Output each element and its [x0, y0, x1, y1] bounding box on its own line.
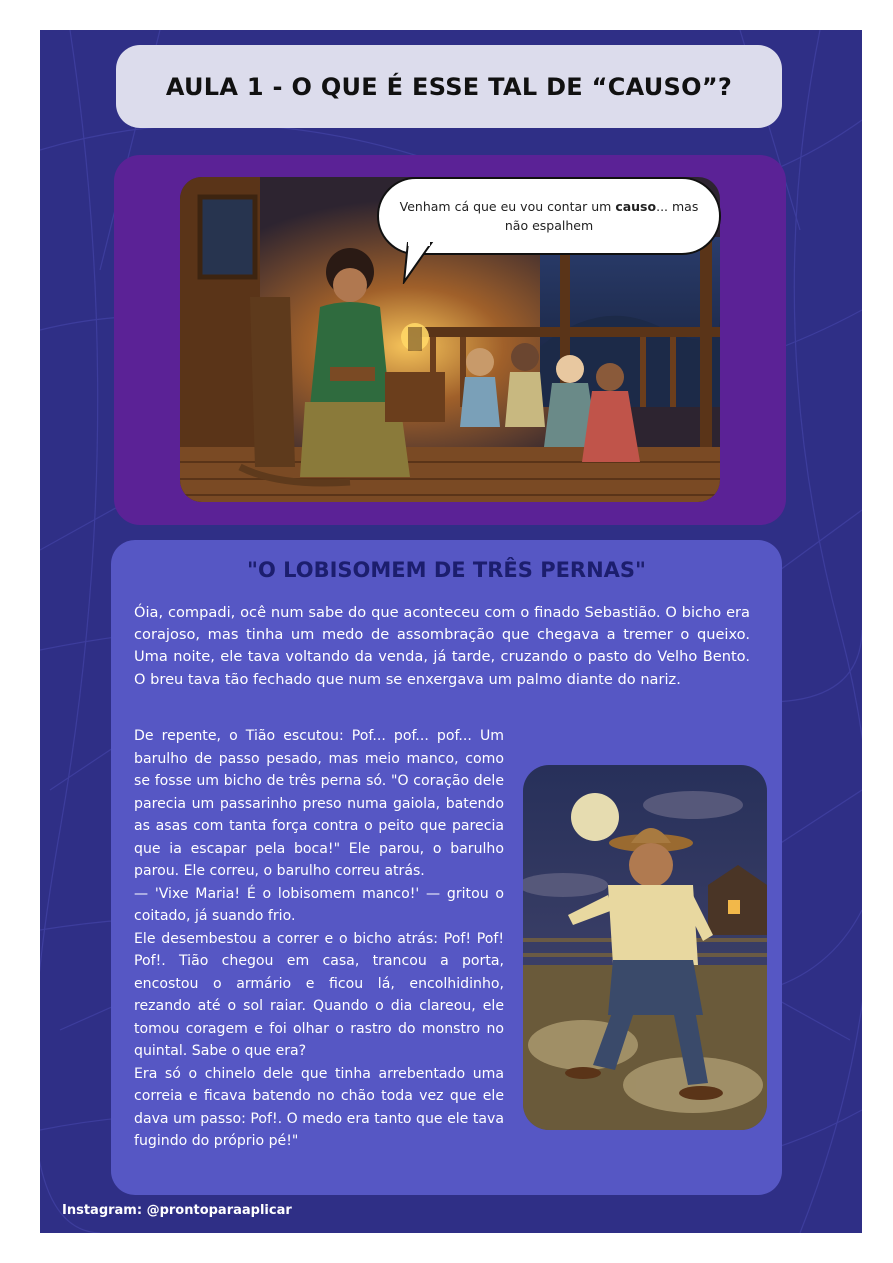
story-box: [111, 540, 782, 1195]
running-man-image: [523, 765, 767, 1130]
story-title: "O LOBISOMEM DE TRÊS PERNAS": [247, 558, 646, 582]
bubble-text-start: Venham cá que eu vou contar um: [399, 199, 616, 214]
story-paragraph: De repente, o Tião escutou: Pof... pof... pof... Um barulho de passo pesado, mas meio manco, como se fosse um bicho de três perna só. "O coração dele parecia um passarinho preso numa gaiola, batendo as asas com tanta força contra o peito que parecia que ia escapar pela boca!" Ele parou, o barulho parou. Ele correu, o barulho correu atrás.: [134, 728, 504, 879]
page-sheet: [40, 30, 862, 1233]
bubble-text-bold: causo: [615, 199, 657, 214]
speech-bubble-text: [399, 197, 699, 235]
story-intro: Óia, compadi, ocê num sabe do que aconteceu com o finado Sebastião. O bicho era corajoso, mas tinha um medo de assombração que chegava a tremer o queixo. Uma noite, ele tava voltando da venda, já tarde, cruzando o pasto do Velho Bento. O breu tava tão fechado que num se enxergava um palmo diante do nariz.: [134, 604, 750, 688]
instagram-handle: Instagram: @prontoparaaplicar: [62, 1203, 292, 1218]
bubble-text-end: ... mas não espalhem: [504, 199, 699, 233]
speech-bubble-tail: [402, 242, 442, 284]
story-body: [134, 725, 504, 1153]
story-paragraph: — 'Vixe Maria! É o lobisomem manco!' — gritou o coitado, já suando frio.: [134, 885, 504, 924]
lesson-title: AULA 1 - O QUE É ESSE TAL DE “CAUSO”?: [165, 72, 733, 101]
story-paragraph: Era só o chinelo dele que tinha arrebentado uma correia e ficava batendo no chão toda vez que ele dava um passo: Pof!. O medo era tanto que ele tava fugindo do próprio pé!": [134, 1065, 504, 1149]
story-paragraph: Ele desembestou a correr e o bicho atrás: Pof! Pof! Pof!. Tião chegou em casa, trancou a porta, encostou o armário e ficou lá, encolhidinho, rezando até o sol raiar. Quando o dia clareou, ele tomou coragem e foi olhar o rastro do monstro no quintal. Sabe o que era?: [134, 930, 504, 1059]
lesson-title-banner: [116, 45, 782, 128]
